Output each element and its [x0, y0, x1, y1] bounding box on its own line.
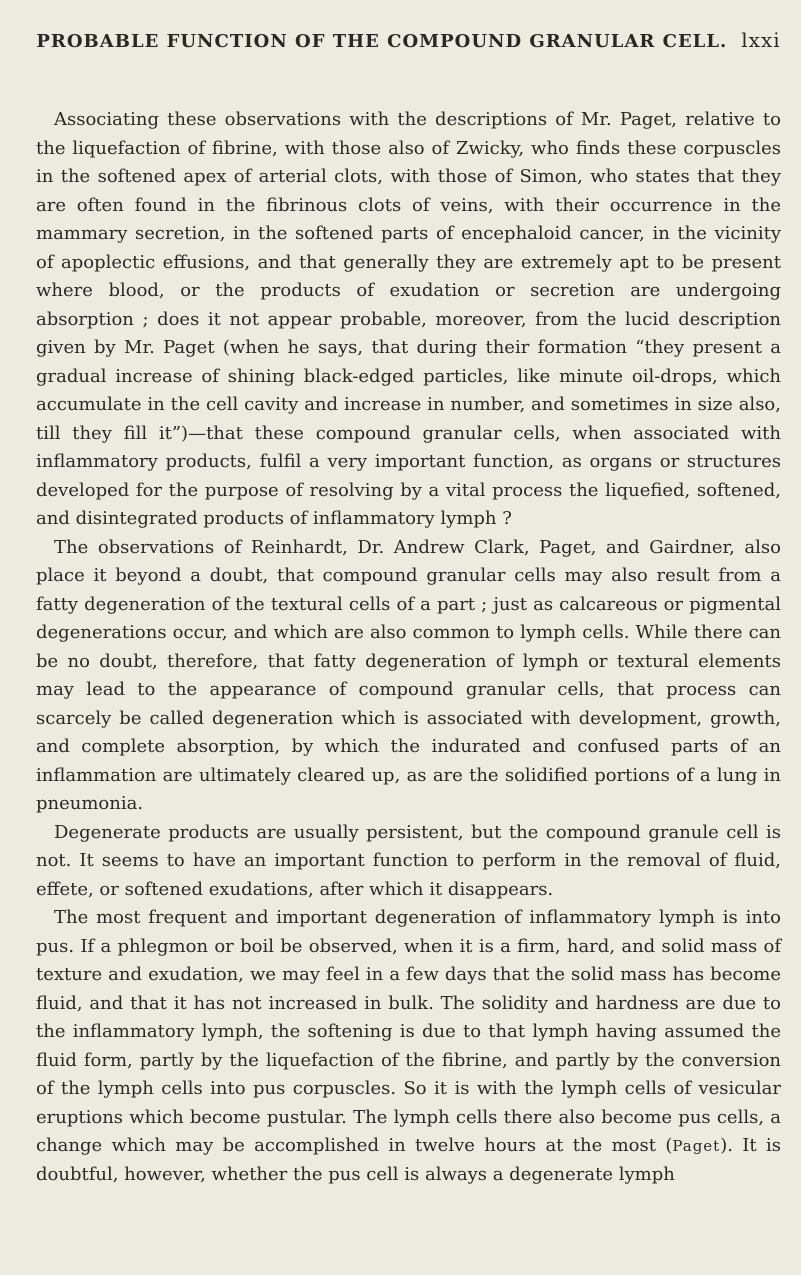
running-head: [36, 28, 781, 68]
page-number: lxxi: [741, 28, 781, 52]
paragraph: The observations of Reinhardt, Dr. Andrew Clark, Paget, and Gairdner, also place it beyond a doubt, that compound granular cells may also result from a fatty degeneration of the textural cells of a part ; just as calcareous or pigmental degenerations occur, and which are also common to lymph cells. While there can be no doubt, therefore, that fatty degeneration of lymph or textural elements may lead to the appearance of compound granular cells, that process can scarcely be called degeneration which is associated with development, growth, and complete absorption, by which the indurated and confused parts of an inflammation are ultimately cleared up, as are the solidified portions of a lung in pneumonia.: [36, 536, 781, 814]
paragraph: [36, 904, 781, 1189]
author-citation: Paget: [672, 1137, 721, 1155]
paragraph-text: The most frequent and important degeneration of inflammatory lymph is into pus. If a phlegmon or boil be observed, when it is a firm, hard, and solid mass of texture and exudation, we may feel in a few days that the solid mass has become fluid, and that it has not increased in bulk. The solidity and hardness are due to the inflammatory lymph, the softening is due to that lymph having assumed the fluid form, partly by the liquefaction of the fibrine, and partly by the conversion of the lymph cells into pus corpuscles. So it is with the lymph cells of vesicular eruptions which become pustular. The lymph cells there also become pus cells, a change which may be accomplished in twelve hours at the most (: [36, 907, 781, 1156]
paragraph: Degenerate products are usually persistent, but the compound granule cell is not. It seems to have an important function to perform in the removal of fluid, effete, or softened exudations, after which it disappears.: [36, 821, 781, 900]
paragraph-text: ). It is doubtful, however, whether the pus cell is always a degenerate lymph: [36, 1135, 781, 1185]
body-text: [36, 106, 781, 1189]
running-title: PROBABLE FUNCTION OF THE COMPOUND GRANULAR CELL.: [36, 31, 728, 52]
paragraph: Associating these observations with the descriptions of Mr. Paget, relative to the liquefaction of fibrine, with those also of Zwicky, who finds these corpuscles in the softened apex of arterial clots, with those of Simon, who states that they are often found in the fibrinous clots of veins, with their occurrence in the mammary secretion, in the softened parts of encephaloid cancer, in the vicinity of apoplectic effusions, and that generally they are extremely apt to be present where blood, or the products of exudation or secretion are undergoing absorption ; does it not appear probable, moreover, from the lucid description given by Mr. Paget (when he says, that during their formation “they present a gradual increase of shining black-edged particles, like minute oil-drops, which accumulate in the cell cavity and increase in number, and sometimes in size also, till they fill it”)—that these compound granular cells, when associated with inflammatory products, fulfil a very important function, as organs or structures developed for the purpose of resolving by a vital process the liquefied, softened, and disintegrated products of inflammatory lymph ?: [36, 109, 781, 529]
